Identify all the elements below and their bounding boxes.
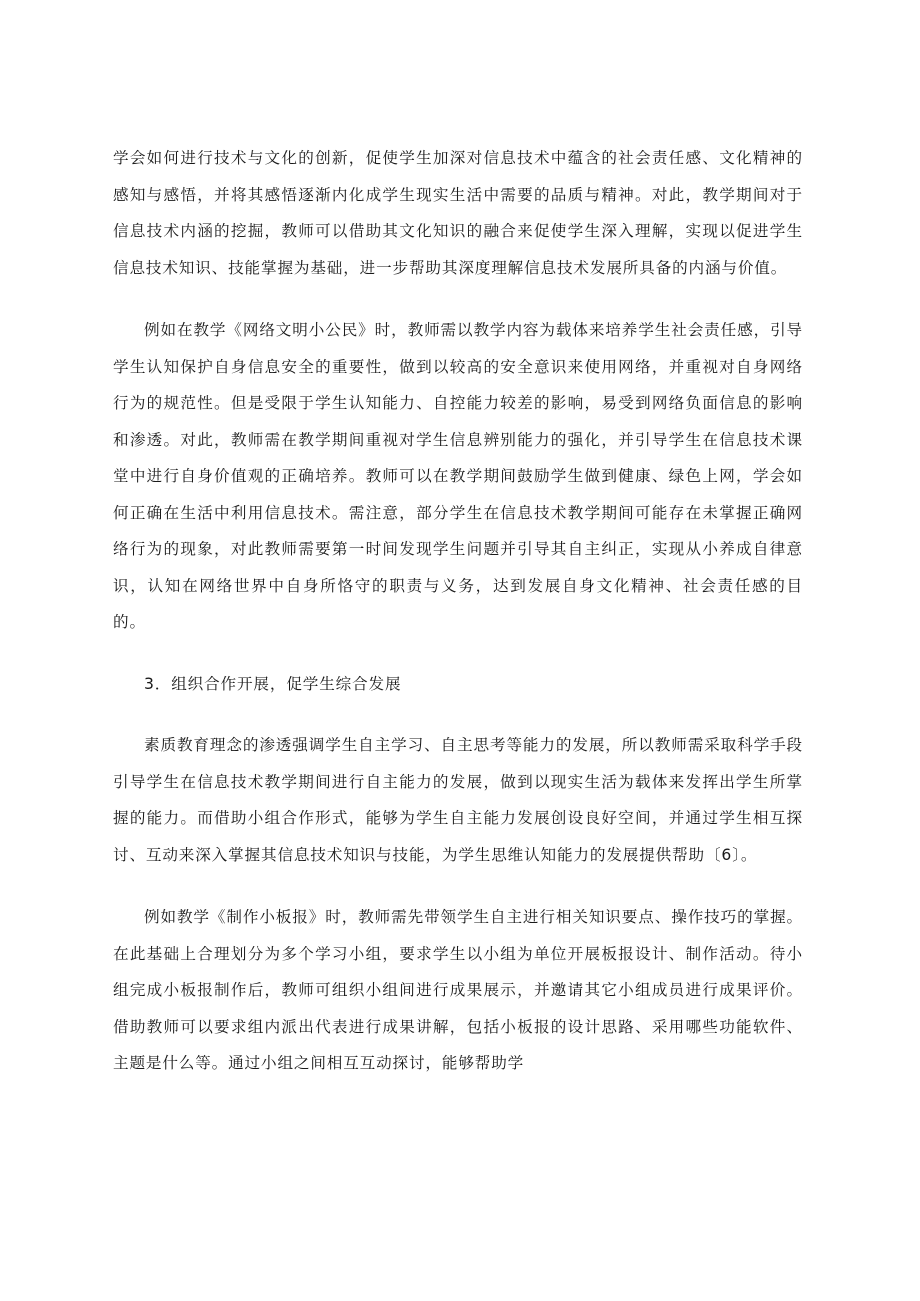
paragraph-quality-education: 素质教育理念的渗透强调学生自主学习、自主思考等能力的发展，所以教师需采取科学手段引导学生在信息技术教学期间进行自主能力的发展，做到以现实生活为载体来发挥出学生所掌握的能力。而借助小组合作形式，能够为学生自主能力发展创设良好空间，并通过学生相互探讨、互动来深入掌握其信息技术知识与技能，为学生思维认知能力的发展提供帮助〔6〕。: [113, 736, 803, 864]
paragraph-example-network-civility: 例如在教学《网络文明小公民》时，教师需以教学内容为载体来培养学生社会责任感，引导学生认知保护自身信息安全的重要性，做到以较高的安全意识来使用网络，并重视对自身网络行为的规范性。但是受限于学生认知能力、自控能力较差的影响，易受到网络负面信息的影响和渗透。对此，教师需在教学期间重视对学生信息辨别能力的强化，并引导学生在信息技术课堂中进行自身价值观的正确培养。教师可以在教学期间鼓励学生做到健康、绿色上网，学会如何正确在生活中利用信息技术。需注意，部分学生在信息技术教学期间可能存在未掌握正确网络行为的现象，对此教师需要第一时间发现学生问题并引导其自主纠正，实现从小养成自律意识，认知在网络世界中自身所恪守的职责与义务，达到发展自身文化精神、社会责任感的目的。: [113, 321, 803, 631]
paragraph-continuation: 学会如何进行技术与文化的创新，促使学生加深对信息技术中蕴含的社会责任感、文化精神的感知与感悟，并将其感悟逐渐内化成学生现实生活中需要的品质与精神。对此，教学期间对于信息技术内涵的挖掘，教师可以借助其文化知识的融合来促使学生深入理解，实现以促进学生信息技术知识、技能掌握为基础，进一步帮助其深度理解信息技术发展所具备的内涵与价值。: [113, 149, 803, 277]
document-body: [113, 140, 803, 1082]
section-heading: 3．组织合作开展，促学生综合发展: [144, 674, 402, 693]
paragraph-example-small-board: 例如教学《制作小板报》时，教师需先带领学生自主进行相关知识要点、操作技巧的掌握。在此基础上合理划分为多个学习小组，要求学生以小组为单位开展板报设计、制作活动。待小组完成小板报制作后，教师可组织小组间进行成果展示，并邀请其它小组成员进行成果评价。借助教师可以要求组内派出代表进行成果讲解，包括小板报的设计思路、采用哪些功能软件、主题是什么等。通过小组之间相互互动探讨，能够帮助学: [113, 908, 803, 1072]
